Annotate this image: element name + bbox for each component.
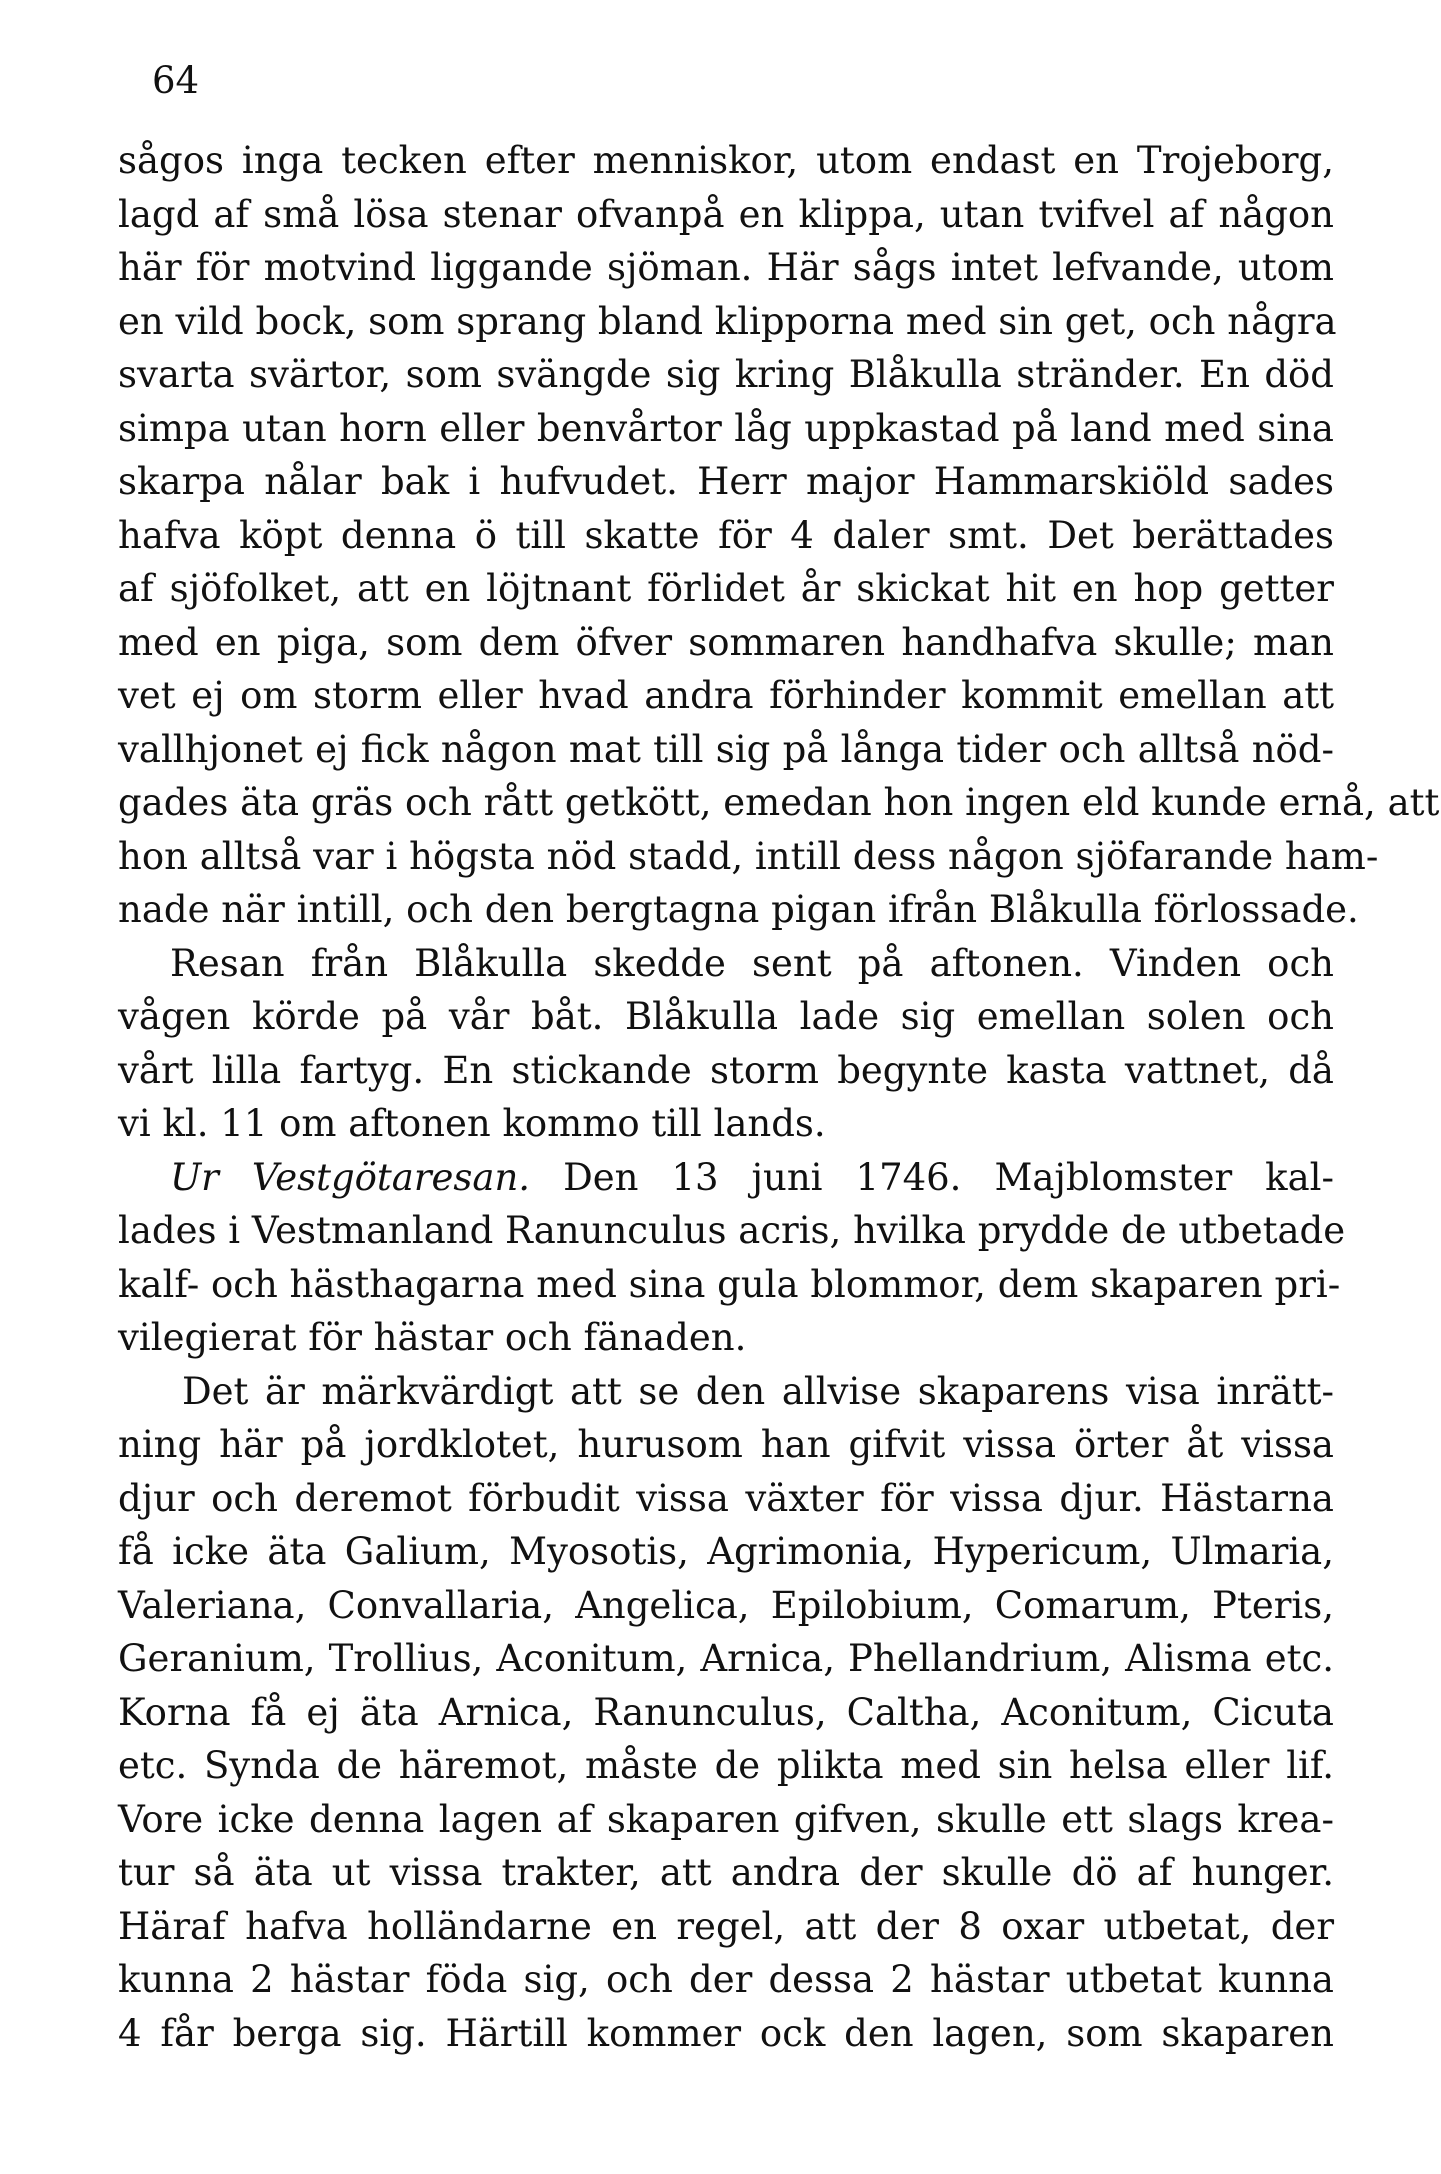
text-line: vallhjonet ej fick någon mat till sig på långa tider och alltså nöd-	[118, 727, 1334, 771]
text-line: nade när intill, och den bergtagna pigan ifrån Blåkulla förlossade.	[118, 888, 1359, 931]
text-line: tur så äta ut vissa trakter, att andra der skulle dö af hunger.	[118, 1851, 1334, 1894]
text-line: med en piga, som dem öfver sommaren handhafva skulle; man	[118, 620, 1334, 664]
text-line: etc. Synda de häremot, måste de plikta med sin helsa eller lif.	[118, 1744, 1334, 1787]
text-line: hafva köpt denna ö till skatte för 4 daler smt. Det berättades	[118, 513, 1334, 557]
text-line: vet ej om storm eller hvad andra förhinder kommit emellan att	[118, 674, 1334, 717]
text-line	[118, 1151, 1334, 1205]
text-line: simpa utan horn eller benvårtor låg uppkastad på land med sina	[118, 406, 1334, 450]
text-line: vågen körde på vår båt. Blåkulla lade sig emellan solen och	[118, 995, 1334, 1038]
text-line: vilegierat för hästar och fänaden.	[118, 1316, 747, 1359]
text-line: svarta svärtor, som svängde sig kring Blåkulla stränder. En död	[118, 353, 1334, 396]
text-line: 4 får berga sig. Härtill kommer ock den lagen, som skaparen	[118, 2011, 1334, 2055]
text-line: kalf- och hästhagarna med sina gula blommor, dem skaparen pri-	[118, 1262, 1341, 1306]
source-heading: Ur Vestgötaresan.	[170, 1155, 531, 1199]
text-line: Korna få ej äta Arnica, Ranunculus, Caltha, Aconitum, Cicuta	[118, 1690, 1334, 1734]
page-number: 64	[152, 59, 200, 102]
text-line: Det är märkvärdigt att se den allvise skaparens visa inrätt-	[182, 1369, 1334, 1413]
text-line: skarpa nålar bak i hufvudet. Herr major Hammarskiöld sades	[118, 460, 1334, 503]
text-line: Resan från Blåkulla skedde sent på aftonen. Vinden och	[170, 941, 1334, 985]
text-line: Vore icke denna lagen af skaparen gifven, skulle ett slags krea-	[118, 1797, 1334, 1841]
text-line: en vild bock, som sprang bland klipporna med sin get, och några	[118, 299, 1337, 343]
text-line: gades äta gräs och rått getkött, emedan hon ingen eld kunde ernå, att	[118, 781, 1440, 824]
text-line: Häraf hafva holländarne en regel, att der 8 oxar utbetat, der	[118, 1904, 1334, 1948]
text-line: Valeriana, Convallaria, Angelica, Epilobium, Comarum, Pteris,	[118, 1583, 1334, 1627]
text-line: lagd af små lösa stenar ofvanpå en klippa, utan tvifvel af någon	[118, 192, 1334, 236]
text-line: vårt lilla fartyg. En stickande storm begynte kasta vattnet, då	[118, 1048, 1334, 1092]
text-line: här för motvind liggande sjöman. Här sågs intet lefvande, utom	[118, 246, 1334, 289]
text-line: Geranium, Trollius, Aconitum, Arnica, Phellandrium, Alisma etc.	[118, 1637, 1334, 1680]
text-line: djur och deremot förbudit vissa växter för vissa djur. Hästarna	[118, 1476, 1334, 1520]
body-text	[118, 134, 1440, 2060]
text-line: sågos inga tecken efter menniskor, utom endast en Trojeborg,	[118, 139, 1334, 182]
text-line: få icke äta Galium, Myosotis, Agrimonia, Hypericum, Ulmaria,	[118, 1530, 1334, 1573]
text-line: kunna 2 hästar föda sig, och der dessa 2 hästar utbetat kunna	[118, 1958, 1334, 2001]
text-line: hon alltså var i högsta nöd stadd, intill dess någon sjöfarande ham-	[118, 834, 1379, 878]
text-line: vi kl. 11 om aftonen kommo till lands.	[118, 1102, 826, 1145]
text-line: lades i Vestmanland Ranunculus acris, hvilka prydde de utbetade	[118, 1209, 1346, 1252]
text-line: ning här på jordklotet, hurusom han gifvit vissa örter åt vissa	[118, 1423, 1334, 1466]
text-line-rest: Den 13 juni 1746. Majblomster kal-	[563, 1155, 1335, 1199]
text-line: af sjöfolket, att en löjtnant förlidet år skickat hit en hop getter	[118, 567, 1334, 610]
